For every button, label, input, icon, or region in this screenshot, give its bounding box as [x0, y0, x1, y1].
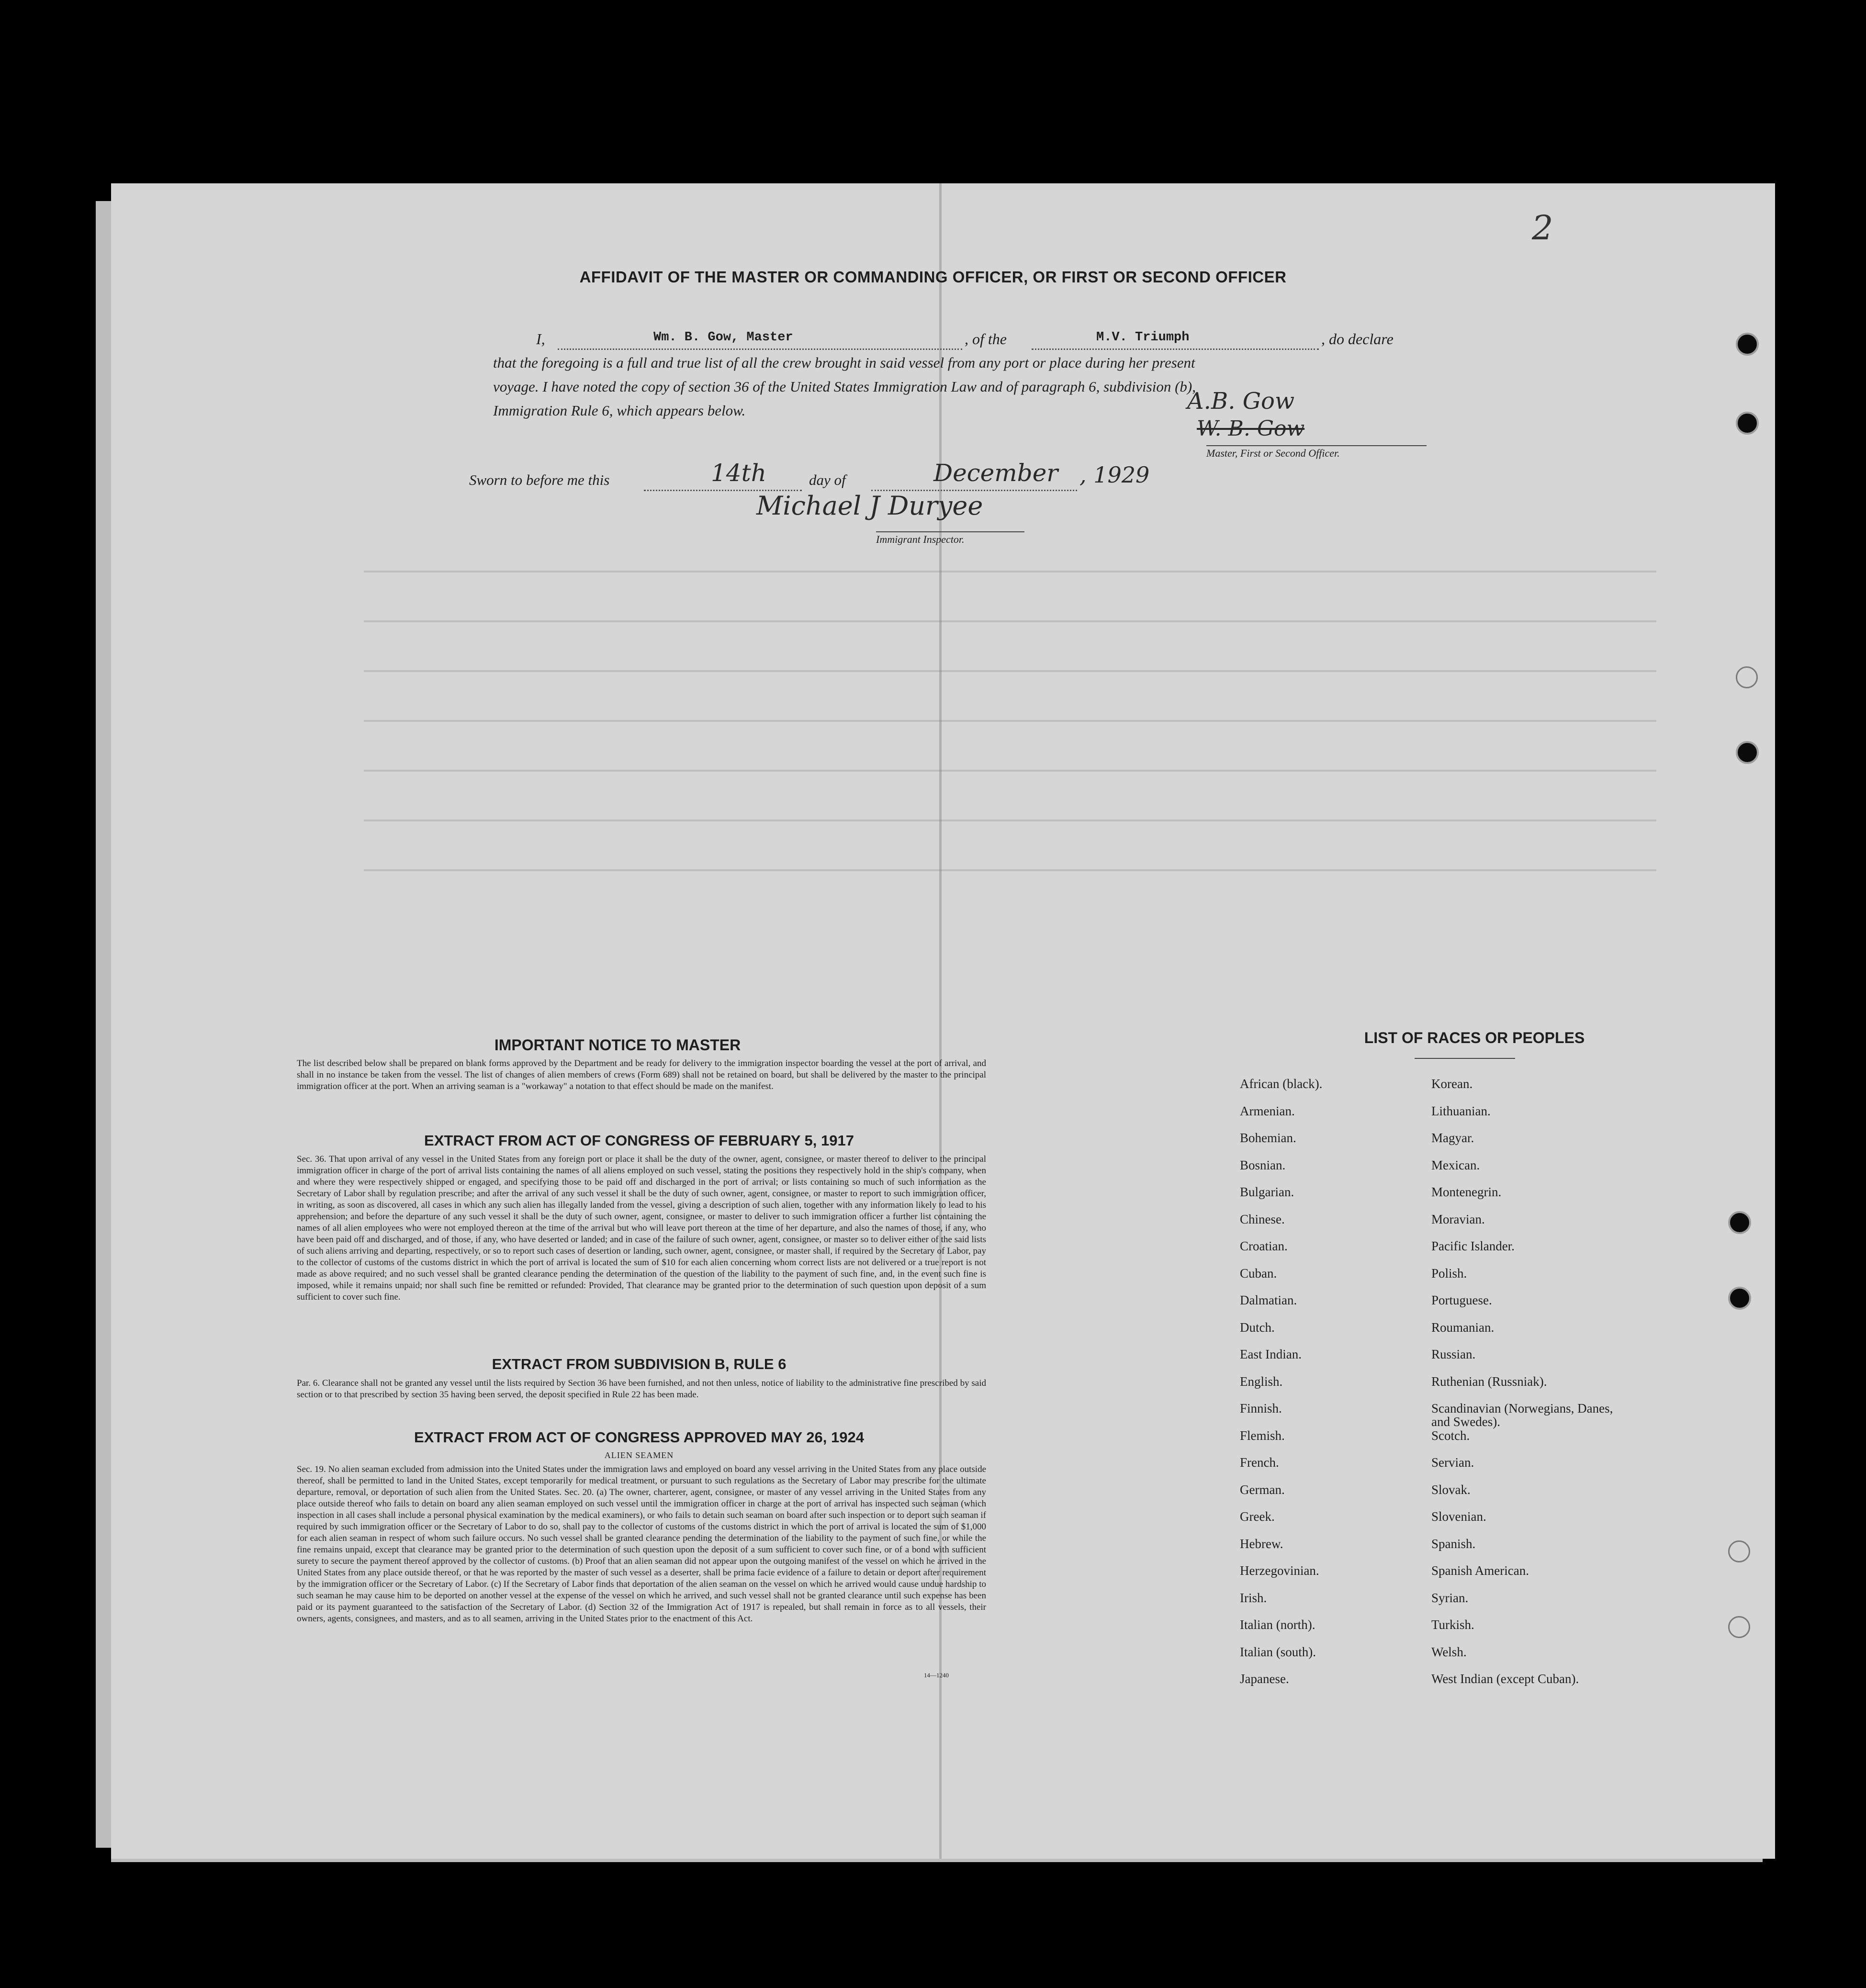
bleed-through-marks	[364, 546, 1656, 890]
rule-6-heading: EXTRACT FROM SUBDIVISION B, RULE 6	[492, 1356, 787, 1372]
affidavit-line-3: voyage. I have noted the copy of section 36 of the United States Immigration Law and of paragraph 6, subdivision (b),	[493, 378, 1196, 395]
officer-signature-2: W. B. Gow	[1197, 416, 1305, 441]
race-entry: German.	[1240, 1482, 1285, 1497]
race-entry: Spanish.	[1431, 1536, 1476, 1551]
race-entry: West Indian (except Cuban).	[1431, 1672, 1579, 1686]
race-entry: French.	[1240, 1455, 1279, 1470]
race-entry: Italian (south).	[1240, 1644, 1316, 1659]
race-entry: Welsh.	[1431, 1644, 1467, 1659]
binder-hole	[1736, 333, 1759, 356]
officer-signature-1: A.B. Gow	[1187, 388, 1295, 415]
form-number: 14—1240	[924, 1672, 949, 1679]
race-entry: East Indian.	[1240, 1347, 1302, 1361]
races-left-column	[1240, 1077, 1422, 1699]
binder-hole	[1736, 741, 1759, 764]
race-entry: Finnish.	[1240, 1401, 1282, 1415]
extract-1924-body: Sec. 19. No alien seaman excluded from admission into the United States under the immigration laws and employed on board any vessel arriving in the United States from any place outside thereof, shall be permitted to land in the United States, except temporarily for medical treatment, or pursuant to such regulations as the Secretary of Labor may prescribe for the ultimate departure, removal, or deportation of such alien from the United States. Sec. 20. (a) The owner, charterer, agent, consignee, or master of any vessel arriving in the United States from any place outside thereof who fails to detain on board any alien seaman employed on such vessel until the immigration officer in charge at the port of arrival has inspected such seaman (which inspection in all cases shall include a personal physical examination by the medical examiners), or who fails to detain such seaman on board after such inspection or to deport such seaman if required by such immigration officer or the Secretary of Labor to do so, shall pay to the collector of customs of the customs district in which the port of arrival is located the sum of $1,000 for each alien seaman in respect of whom such failure occurs. No such vessel shall be granted clearance pending the determination of the liability to the payment of such fine, or while the fine remains unpaid, except that clearance may be granted prior to the determination of such question upon the deposit of a sum sufficient to cover such fine, or of a bond with sufficient surety to secure the payment thereof approved by the collector of customs. (b) Proof that an alien seaman did not appear upon the outgoing manifest of the vessel on which he arrived in the United States from any place outside thereof, or that he was reported by the master of such vessel as a deserter, shall be prima facie evidence of a failure to detain or deport after requirement by the immigration officer or the Secretary of Labor. (c) If the Secretary of Labor finds that deportation of the alien seaman on the vessel on which he arrived would cause undue hardship to such seaman he may cause him to be deported on another vessel at the expense of the vessel on which he arrived, and such vessel shall not be granted clearance until such expense has been paid or its payment guaranteed to the satisfaction of the Secretary of Labor. (d) Section 32 of the Immigration Act of 1917 is repealed, but shall remain in force as to all vessels, their owners, agents, consignees, and masters, and as to all seamen, arriving in the United States prior to the enactment of this Act.	[297, 1464, 986, 1624]
race-entry: Magyar.	[1431, 1131, 1474, 1145]
race-entry: Ruthenian (Russniak).	[1431, 1374, 1547, 1389]
race-entry: Moravian.	[1431, 1212, 1485, 1226]
race-entry: Pacific Islander.	[1431, 1239, 1515, 1253]
race-entry: Mexican.	[1431, 1157, 1480, 1172]
affidavit-prefix: I,	[536, 330, 545, 348]
race-entry: Polish.	[1431, 1266, 1467, 1280]
race-entry: Roumanian.	[1431, 1320, 1495, 1335]
race-entry: Turkish.	[1431, 1617, 1474, 1632]
corner-mark: 2	[1532, 208, 1553, 247]
vessel-name-field	[1032, 330, 1319, 350]
races-right-column	[1431, 1077, 1632, 1699]
extract-1917-heading: EXTRACT FROM ACT OF CONGRESS OF FEBRUARY 5, 1917	[424, 1132, 854, 1149]
race-entry: Scandinavian (Norwegians, Danes, and Swedes).	[1431, 1401, 1613, 1429]
sworn-year: , 1929	[1079, 462, 1150, 488]
races-heading: LIST OF RACES OR PEOPLES	[1364, 1029, 1585, 1046]
binder-hole	[1728, 1211, 1751, 1234]
affidavit-line-4: Immigration Rule 6, which appears below.	[493, 402, 746, 419]
race-entry: Greek.	[1240, 1509, 1275, 1524]
race-entry: Lithuanian.	[1431, 1103, 1491, 1118]
race-entry: Scotch.	[1431, 1428, 1470, 1443]
race-entry: Italian (north).	[1240, 1617, 1315, 1632]
master-name-value: Wm. B. Gow, Master	[653, 330, 793, 345]
sworn-day-field	[644, 459, 802, 491]
race-entry: Russian.	[1431, 1347, 1476, 1361]
vessel-name-value: M.V. Triumph	[1096, 330, 1190, 345]
rule-6-body: Par. 6. Clearance shall not be granted any vessel until the lists required by Section 36 have been furnished, and not then unless, notice of liability to the administrative fine prescribed by said section or to that prescribed by section 35 having been served, the deposit specified in Rule 22 has been made.	[297, 1378, 986, 1400]
master-name-field	[558, 330, 962, 350]
race-entry: Montenegrin.	[1431, 1185, 1502, 1199]
race-entry: Portuguese.	[1431, 1293, 1492, 1307]
race-entry: Dutch.	[1240, 1320, 1275, 1335]
day-of-label: day of	[809, 472, 846, 488]
race-entry: Cuban.	[1240, 1266, 1277, 1280]
binder-hole	[1728, 1616, 1750, 1638]
race-entry: Spanish American.	[1431, 1563, 1529, 1578]
sworn-label: Sworn to before me this	[469, 472, 610, 488]
race-entry: Slovak.	[1431, 1482, 1471, 1497]
extract-1917-body: Sec. 36. That upon arrival of any vessel in the United States from any foreign port or place it shall be the duty of the owner, agent, consignee, or master thereof to deliver to the principal immigration officer in charge of the port of arrival lists containing the names of all aliens employed on such vessel, stating the positions they respectively hold in the ship's company, when and where they were respectively shipped or engaged, and specifying those to be paid off and discharged in the port of arrival; or lists containing so much of such information as the Secretary of Labor shall by regulation prescribe; and after the arrival of any such vessel it shall be the duty of such owner, agent, consignee, or master to report to such immigration officer, in writing, as soon as discovered, all cases in which any such alien has illegally landed from the vessel, giving a description of such alien, together with any information likely to lead to his apprehension; and before the departure of any such vessel it shall be the duty of such owner, agent, consignee, or master to deliver to such immigration officer a further list containing the names of all alien employees who were not employed thereon at the time of the arrival but who will leave port thereon at the time of her departure, and also the names of those, if any, who have been paid off and discharged, and of those, if any, who have deserted or landed; and in case of the failure of such owner, agent, consignee, or master so to deliver either of the said lists of such aliens arriving and departing, respectively, or so to report such cases of desertion or landing, such owner, agent, consignee, or master shall, if required by the Secretary of Labor, pay to the collector of customs of the customs district in which the port of arrival is located the sum of $10 for each alien concerning whom correct lists are not delivered or a true report is not made as above required; and no such vessel shall be granted clearance pending the determination of the question of the liability to the payment of such fine, and, in the event such fine is imposed, while it remains unpaid; nor shall such fine be remitted or refunded: Provided, That clearance may be granted prior to the determination of such question upon deposit of a sum sufficient to cover such fine.	[297, 1154, 986, 1302]
race-entry: Flemish.	[1240, 1428, 1285, 1443]
race-entry: Chinese.	[1240, 1212, 1285, 1226]
sworn-month-value: December	[933, 459, 1058, 487]
of-the-label: , of the	[965, 330, 1007, 348]
race-entry: Irish.	[1240, 1590, 1267, 1605]
signer-caption: Master, First or Second Officer.	[1206, 445, 1427, 460]
race-entry: Dalmatian.	[1240, 1293, 1297, 1307]
affidavit-line-2: that the foregoing is a full and true list of all the crew brought in said vessel from any port or place during her present	[493, 354, 1195, 371]
do-declare-label: , do declare	[1321, 330, 1394, 348]
binder-hole	[1728, 1287, 1751, 1310]
alien-seamen-subheading: ALIEN SEAMEN	[604, 1450, 674, 1460]
race-entry: African (black).	[1240, 1077, 1323, 1091]
binder-hole	[1736, 666, 1758, 688]
extract-1924-heading: EXTRACT FROM ACT OF CONGRESS APPROVED MAY 26, 1924	[414, 1429, 864, 1446]
sworn-day-value: 14th	[711, 459, 766, 487]
race-entry: Bohemian.	[1240, 1131, 1296, 1145]
race-entry: Hebrew.	[1240, 1536, 1283, 1551]
affidavit-title: AFFIDAVIT OF THE MASTER OR COMMANDING OFFICER, OR FIRST OR SECOND OFFICER	[579, 268, 1287, 286]
race-entry: Armenian.	[1240, 1103, 1295, 1118]
race-entry: Korean.	[1431, 1077, 1473, 1091]
notice-body: The list described below shall be prepared on blank forms approved by the Department and be ready for delivery to the immigration inspector boarding the vessel at the port of arrival, and shall in no instance be taken from the vessel. The list of changes of alien members of crews (Form 689) shall not be retained on board, but shall be delivered by the master to the principal immigration officer at the port. When an arriving seaman is a "workaway" a notation to that effect should be made on the manifest.	[297, 1058, 986, 1091]
race-entry: Japanese.	[1240, 1672, 1289, 1686]
race-entry: English.	[1240, 1374, 1283, 1389]
sworn-month-field	[871, 459, 1077, 491]
race-entry: Bulgarian.	[1240, 1185, 1294, 1199]
binder-hole	[1736, 412, 1759, 435]
races-heading-rule	[1415, 1058, 1515, 1059]
inspector-signature: Michael J Duryee	[756, 491, 983, 521]
race-entry: Croatian.	[1240, 1239, 1288, 1253]
notice-heading: IMPORTANT NOTICE TO MASTER	[494, 1036, 741, 1054]
race-entry: Slovenian.	[1431, 1509, 1486, 1524]
inspector-caption: Immigrant Inspector.	[876, 531, 1024, 546]
race-entry: Syrian.	[1431, 1590, 1469, 1605]
race-entry: Bosnian.	[1240, 1157, 1286, 1172]
race-entry: Herzegovinian.	[1240, 1563, 1319, 1578]
race-entry: Servian.	[1431, 1455, 1474, 1470]
binder-hole	[1728, 1540, 1750, 1562]
